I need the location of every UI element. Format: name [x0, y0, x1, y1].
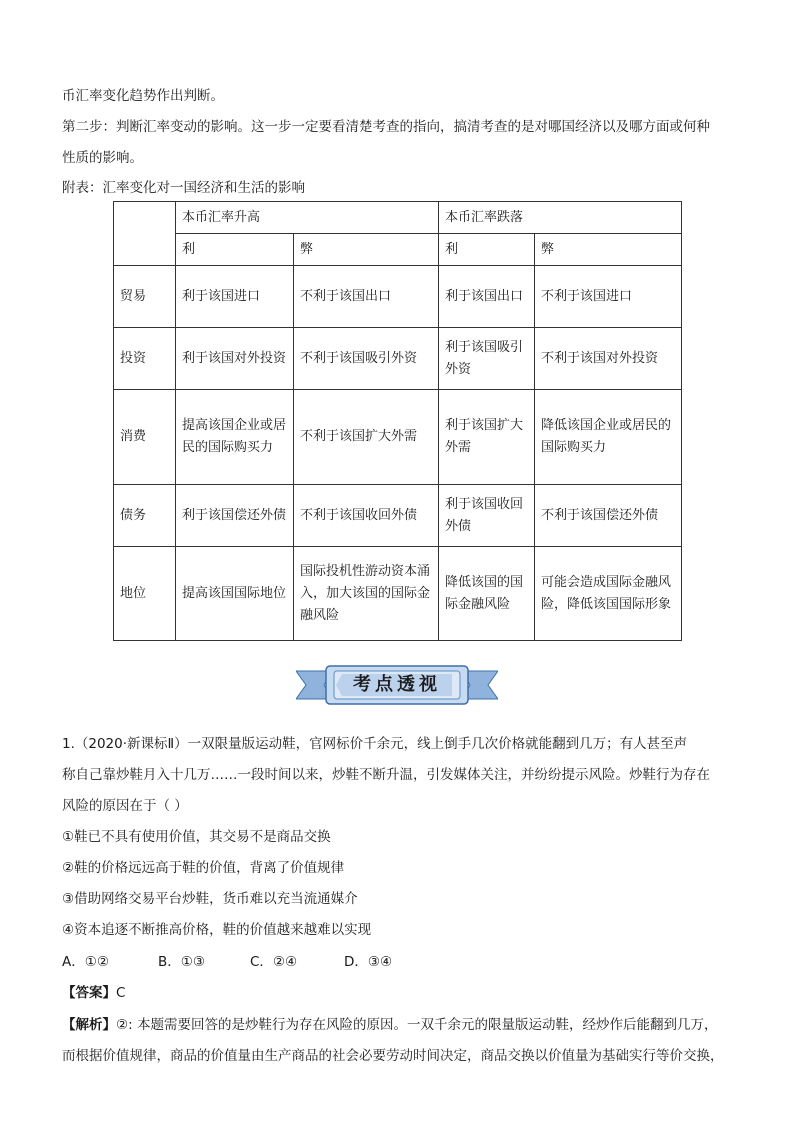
intro-line-2: 第二步：判断汇率变动的影响。这一步一定要看清楚考查的指向，搞清考查的是对哪国经济以及哪方面或何种	[62, 119, 710, 135]
cell-rise-con: 不利于该国扩大外需	[294, 390, 439, 485]
choice-d: D．③④	[344, 954, 393, 970]
table-row	[114, 390, 682, 485]
choice-a: A．①②	[62, 954, 109, 970]
subheader-rise-con: 弊	[294, 234, 439, 266]
header-fall: 本币汇率跌落	[439, 202, 682, 234]
analysis-line-2: 而根据价值规律，商品的价值量由生产商品的社会必要劳动时间决定，商品交换以价值量为基础实行等价交换，	[62, 1048, 724, 1064]
cell-rise-con: 国际投机性游动资本涌入，加大该国的国际金融风险	[294, 547, 439, 641]
question-line-3: 风险的原因在于（ ）	[62, 798, 188, 814]
table-header-row	[114, 202, 682, 234]
table-subheader-row	[114, 234, 682, 266]
table-corner-cell	[114, 202, 176, 266]
option-1: ①鞋已不具有使用价值，其交易不是商品交换	[62, 829, 331, 845]
cell-rise-pro: 利于该国偿还外债	[176, 485, 294, 547]
cell-fall-con: 不利于该国偿还外债	[535, 485, 682, 547]
table-row	[114, 266, 682, 328]
table-row	[114, 328, 682, 390]
cell-rise-pro: 利于该国进口	[176, 266, 294, 328]
cell-fall-con: 不利于该国进口	[535, 266, 682, 328]
question-line-1: 1.（2020·新课标Ⅱ）一双限量版运动鞋，官网标价千余元，线上倒手几次价格就能翻到几万；有人甚至声	[62, 736, 688, 752]
banner-label: 考点透视	[353, 674, 441, 695]
cell-rise-con: 不利于该国收回外债	[294, 485, 439, 547]
exchange-rate-table	[113, 201, 682, 641]
cell-rise-pro: 利于该国对外投资	[176, 328, 294, 390]
table-caption: 附表：汇率变化对一国经济和生活的影响	[62, 180, 305, 196]
option-4: ④资本追逐不断推高价格，鞋的价值越来越难以实现	[62, 922, 372, 938]
intro-line-1: 币汇率变化趋势作出判断。	[62, 88, 224, 104]
cell-fall-con: 不利于该国对外投资	[535, 328, 682, 390]
subheader-fall-con: 弊	[535, 234, 682, 266]
option-3: ③借助网络交易平台炒鞋，货币难以充当流通媒介	[62, 891, 358, 907]
analysis-line-1	[62, 1015, 717, 1035]
option-2: ②鞋的价格远远高于鞋的价值，背离了价值规律	[62, 860, 345, 876]
row-category: 投资	[114, 328, 176, 390]
cell-fall-pro: 利于该国收回外债	[439, 485, 535, 547]
header-rise: 本币汇率升高	[176, 202, 439, 234]
cell-rise-pro: 提高该国国际地位	[176, 547, 294, 641]
row-category: 债务	[114, 485, 176, 547]
row-category: 地位	[114, 547, 176, 641]
table-row	[114, 547, 682, 641]
answer-label: 【答案】	[62, 985, 116, 1001]
row-category: 消费	[114, 390, 176, 485]
cell-fall-pro: 利于该国出口	[439, 266, 535, 328]
cell-fall-con: 降低该国企业或居民的国际购买力	[535, 390, 682, 485]
subheader-rise-pro: 利	[176, 234, 294, 266]
cell-fall-pro: 利于该国吸引外资	[439, 328, 535, 390]
table-row	[114, 485, 682, 547]
cell-fall-pro: 利于该国扩大外需	[439, 390, 535, 485]
answer-value: C	[116, 985, 126, 1001]
intro-line-3: 性质的影响。	[62, 150, 143, 166]
cell-rise-pro: 提高该国企业或居民的国际购买力	[176, 390, 294, 485]
cell-rise-con: 不利于该国出口	[294, 266, 439, 328]
cell-fall-pro: 降低该国的国际金融风险	[439, 547, 535, 641]
subheader-fall-pro: 利	[439, 234, 535, 266]
question-line-2: 称自己靠炒鞋月入十几万……一段时间以来，炒鞋不断升温，引发媒体关注，并纷纷提示风险。炒鞋行为存在	[62, 767, 710, 783]
row-category: 贸易	[114, 266, 176, 328]
analysis-text-1: ②: 本题需要回答的是炒鞋行为存在风险的原因。一双千余元的限量版运动鞋，经炒作后能翻到几万，	[116, 1017, 718, 1033]
cell-rise-con: 不利于该国吸引外资	[294, 328, 439, 390]
cell-fall-con: 可能会造成国际金融风险，降低该国国际形象	[535, 547, 682, 641]
section-banner	[296, 663, 498, 707]
answer-line	[62, 983, 125, 1003]
analysis-label: 【解析】	[62, 1017, 116, 1033]
choice-c: C．②④	[250, 954, 298, 970]
choice-b: B．①③	[158, 954, 205, 970]
